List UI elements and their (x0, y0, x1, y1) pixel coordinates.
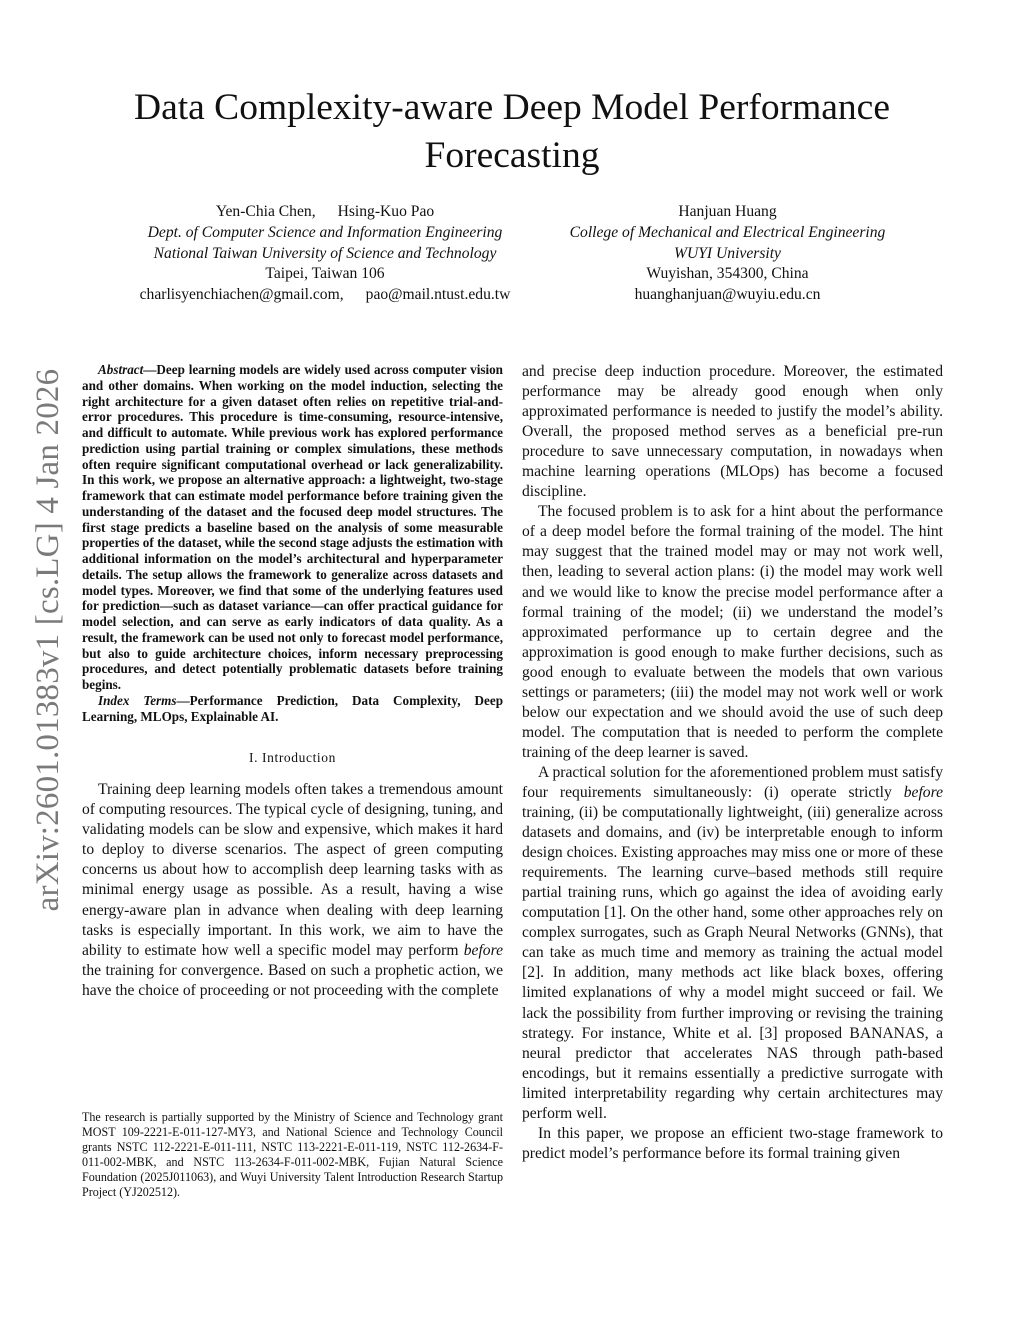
footnote: The research is partially supported by the Ministry of Science and Technology grant MOST 109-2221-E-011-127-MY3, and National Science and Technology Council grants NSTC 112-2221-E-011-111, NSTC 113-2221-E-011-119, NSTC 112-2634-F-011-002-MBK, and NSTC 113-2634-F-011-002-MBK, Fujian Natural Science Foundation (2025J011063), and Wuyi University Talent Introduction Research Startup Project (YJ202512). (82, 1110, 503, 1200)
index-terms (82, 693, 503, 725)
author-name: Yen-Chia Chen, (215, 203, 316, 220)
index-terms-label: Index Terms (98, 692, 177, 708)
body-text: training, (ii) be computationally lightweight, (iii) generalize across datasets and domains, and (iv) be interpretable enough to inform design choices. Existing approaches may miss one or more of these requirements. The learning curve–based methods still require partial training runs, which go against the idea of avoiding early computation [1]. On the other hand, some other approaches rely on complex surrogates, such as Graph Neural Networks (GNNs), that can take as much time and memory as training the actual model [2]. In addition, many methods act like black boxes, offering limited explanations of why a model might succeed or fail. We lack the possibility from further improving or revising the training strategy. For instance, White et al. [3] proposed BANANAS, a neural predictor that accelerates NAS through path-based encodings, but it remains essentially a predictive surrogate with limited interpretability regarding why certain architectures may perform well. (522, 804, 943, 1122)
intro-text: Training deep learning models often takes a tremendous amount of computing resources. The typical cycle of designing, tuning, and validating models can be slow and expensive, which makes it hard to deploy to diverse scenarios. The aspect of green computing concerns us about how to accomplish deep learning tasks with as minimal energy usage as possible. As a result, having a wise energy-aware plan in advance when dealing with deep learning tasks is especially important. In this work, we aim to have the ability to estimate how well a specific model may perform (82, 781, 503, 959)
abstract-text: —Deep learning models are widely used across computer vision and other domains. When working on the model induction, selecting the right architecture for a given dataset often relies on repetitive trial-and-error procedures. This procedure is time-consuming, resource-intensive, and difficult to automate. While previous work has explored performance prediction using partial training or complex simulations, these methods often require significant computational overhead or lack generalizability. In this work, we propose an alternative approach: a lightweight, two-stage framework that can estimate model performance before training given the understanding of the dataset and the focused deep model structures. The first stage predicts a baseline based on the analysis of some measurable properties of the dataset, while the second stage adjusts the estimation with additional information on the model’s architectural and hyperparameter details. The setup allows the framework to generalize across datasets and model types. Moreover, we find that some of the underlying features used for prediction—such as dataset variance—can offer practical guidance for model selection, and can serve as early indicators of data quality. As a result, the framework can be used not only to forecast model performance, but also to guide architecture choices, inform necessary preprocessing procedures, and detect potentially problematic datasets before training begins. (82, 362, 503, 692)
author-name: Hanjuan Huang (678, 203, 777, 220)
abstract-label: Abstract (98, 362, 144, 377)
author-block-left (80, 202, 570, 306)
author-email: huanghanjuan@wuyiu.edu.cn (634, 286, 821, 304)
arxiv-stamp: arXiv:2601.01383v1 [cs.LG] 4 Jan 2026 (30, 368, 66, 912)
body-text: A practical solution for the aforementioned problem must satisfy four requirements simultaneously: (i) operate strictly (522, 763, 943, 801)
right-column (522, 362, 943, 1164)
body-paragraph: and precise deep induction procedure. Moreover, the estimated performance may be already good enough when only approximated performance is needed to justify the model’s ability. Overall, the proposed method serves as a beneficial pre-run procedure to save unnecessary computation, in nowadays when machine learning operations (MLOps) has become a focused discipline. (522, 363, 943, 501)
author-block-right (535, 202, 920, 306)
body-paragraph: In this paper, we propose an efficient two-stage framework to predict model’s performance before its formal training given (522, 1124, 943, 1162)
abstract (82, 362, 503, 693)
author-email: charlisyenchiachen@gmail.com, (139, 286, 344, 304)
author-department: College of Mechanical and Electrical Engineering (569, 223, 886, 241)
intro-paragraph (82, 780, 503, 1001)
author-university: National Taiwan University of Science and Technology (153, 244, 497, 262)
paper-title: Data Complexity-aware Deep Model Performance Forecasting (134, 87, 890, 176)
author-names (80, 202, 570, 223)
author-city: Taipei, Taiwan 106 (265, 265, 385, 283)
author-emails (80, 285, 570, 306)
author-name: Hsing-Kuo Pao (337, 203, 435, 220)
body-paragraph (522, 763, 943, 1124)
author-city: Wuyishan, 354300, China (646, 265, 809, 283)
left-column (82, 362, 503, 1001)
section-heading: I. Introduction (249, 750, 336, 766)
body-emphasis: before (903, 783, 943, 801)
body-paragraph: The focused problem is to ask for a hint about the performance of a deep model before the formal training of the model. The hint may suggest that the trained model may or may not work well, then, leading to several action plans: (i) the model may work well and we would like to know the precise model performance after a formal training of the model; (ii) we understand the model’s approximated performance up to certain degree and the approximation is good enough to make further decisions, such as good enough to evaluate between the models that own various settings or parameters; (iii) the model may not work well or work below our expectation and we should avoid the use of such deep model. The computation that is needed to perform the complete training of the deep learner is saved. (522, 503, 943, 761)
author-email: pao@mail.ntust.edu.tw (365, 286, 511, 304)
author-department: Dept. of Computer Science and Information Engineering (147, 223, 503, 241)
index-terms-text: —Performance Prediction, Data Complexity, Deep Learning, MLOps, Explainable AI. (82, 692, 504, 724)
intro-text: the training for convergence. Based on such a prophetic action, we have the choice of proceeding or not proceeding with the complete (82, 961, 503, 999)
author-university: WUYI University (674, 244, 781, 262)
intro-emphasis: before (463, 941, 503, 959)
